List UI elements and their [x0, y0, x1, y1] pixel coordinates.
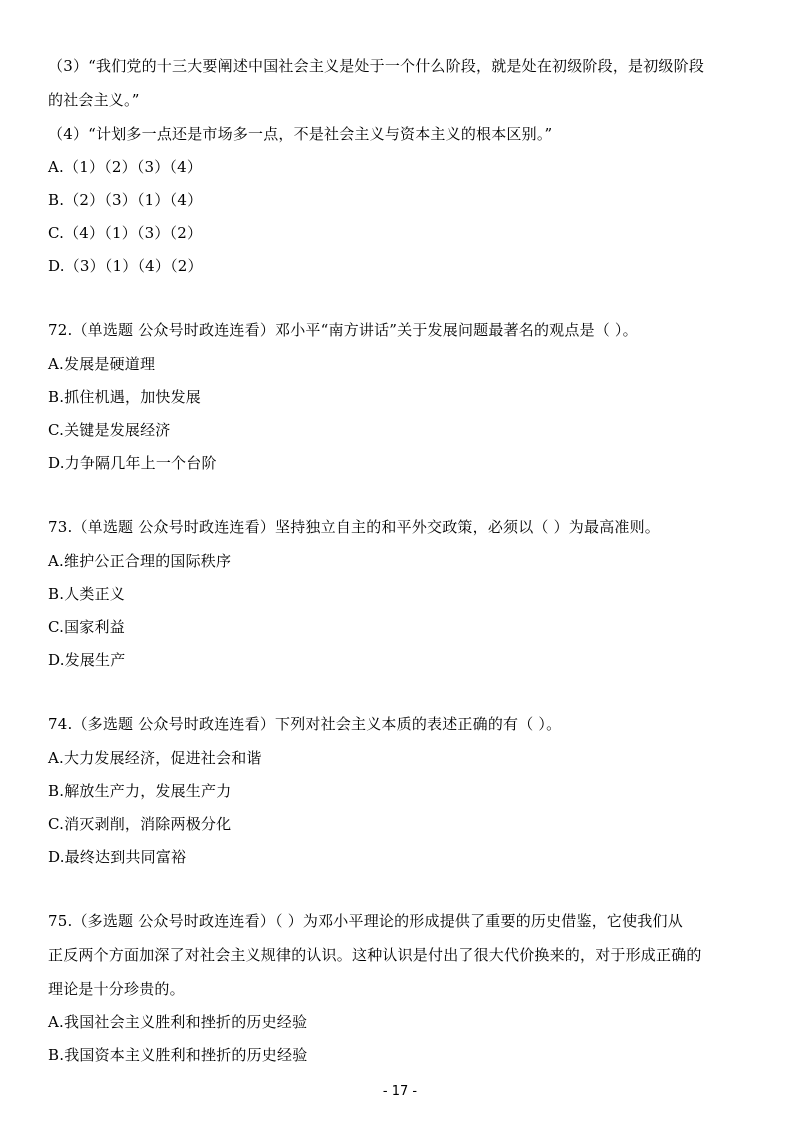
q72-option-d: D.力争隔几年上一个台阶: [48, 454, 217, 472]
q73-option-b: B.人类正义: [48, 585, 125, 603]
q74-stem: 74.（多选题 公众号时政连连看）下列对社会主义本质的表述正确的有（ ）。: [48, 715, 562, 733]
item-4: （4）“计划多一点还是市场多一点，不是社会主义与资本主义的根本区别。”: [48, 125, 553, 143]
q72-option-c: C.关键是发展经济: [48, 421, 171, 439]
q72-option-a: A.发展是硬道理: [48, 355, 156, 373]
item-3-line-1: （3）“我们党的十三大要阐述中国社会主义是处于一个什么阶段，就是处在初级阶段，是初级阶段: [48, 57, 705, 75]
q73-option-c: C.国家利益: [48, 618, 125, 636]
item-3-line-2: 的社会主义。”: [48, 91, 140, 109]
q71-option-b: B.（2）（3）（1）（4）: [48, 191, 203, 209]
q73-option-a: A.维护公正合理的国际秩序: [48, 552, 232, 570]
q75-stem-line-1: 75.（多选题 公众号时政连连看）（ ）为邓小平理论的形成提供了重要的历史借鉴，它使我们从: [48, 912, 683, 930]
q74-option-c: C.消灭剥削，消除两极分化: [48, 815, 232, 833]
q74-option-d: D.最终达到共同富裕: [48, 848, 187, 866]
q74-option-a: A.大力发展经济，促进社会和谐: [48, 749, 262, 767]
q73-stem: 73.（单选题 公众号时政连连看）坚持独立自主的和平外交政策，必须以（ ）为最高准则。: [48, 518, 660, 536]
q75-stem-line-3: 理论是十分珍贵的。: [48, 980, 185, 998]
q71-option-a: A.（1）（2）（3）（4）: [48, 158, 203, 176]
q71-option-c: C.（4）（1）（3）（2）: [48, 224, 203, 242]
q73-option-d: D.发展生产: [48, 651, 126, 669]
q72-option-b: B.抓住机遇，加快发展: [48, 388, 201, 406]
q75-option-a: A.我国社会主义胜利和挫折的历史经验: [48, 1013, 308, 1031]
q71-option-d: D.（3）（1）（4）（2）: [48, 257, 203, 275]
q74-option-b: B.解放生产力，发展生产力: [48, 782, 232, 800]
q75-option-b: B.我国资本主义胜利和挫折的历史经验: [48, 1046, 308, 1064]
page-number: - 17 -: [382, 1084, 418, 1099]
q75-stem-line-2: 正反两个方面加深了对社会主义规律的认识。这种认识是付出了很大代价换来的，对于形成正确的: [48, 946, 702, 964]
q72-stem: 72.（单选题 公众号时政连连看）邓小平“南方讲话”关于发展问题最著名的观点是（ ）。: [48, 321, 638, 339]
